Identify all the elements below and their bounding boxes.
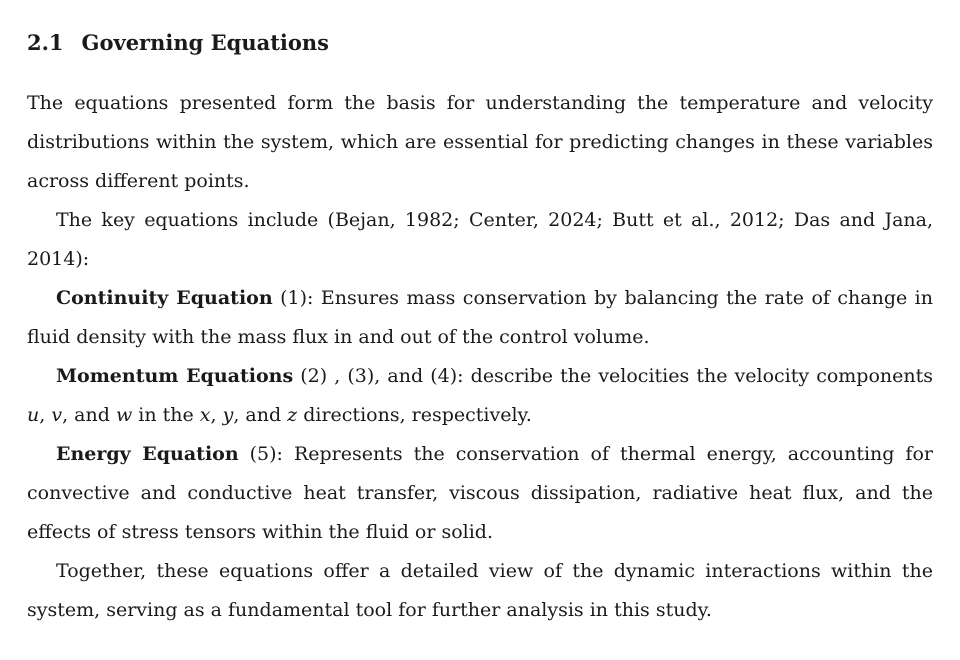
momentum-text-4: , and xyxy=(233,404,288,426)
section-heading xyxy=(27,28,933,58)
continuity-label: Continuity Equation xyxy=(56,287,273,309)
momentum-comma-2: , xyxy=(210,404,223,426)
momentum-text-5: directions, respectively. xyxy=(297,404,532,426)
intro-paragraph: The equations presented form the basis for understanding the temperature and velocity distributions within the system, which are essential for predicting changes in these variables across different points. xyxy=(27,92,933,192)
var-v: v xyxy=(51,404,63,426)
section-title: Governing Equations xyxy=(81,30,329,55)
section-number: 2.1 xyxy=(27,30,64,55)
momentum-comma-1: , xyxy=(39,404,52,426)
var-w: w xyxy=(115,404,133,426)
momentum-text-1: (2) , (3), and (4): describe the velocities the velocity components xyxy=(293,365,934,387)
var-u: u xyxy=(27,404,40,426)
continuity-text: (1): Ensures mass conservation by balancing the rate of change in fluid density with the mass flux in and out of the control volume. xyxy=(27,287,933,348)
energy-label: Energy Equation xyxy=(56,443,239,465)
energy-text: (5): Represents the conservation of thermal energy, accounting for convective and conductive heat transfer, viscous dissipation, radiative heat flux, and the effects of stress tensors within the fluid or solid. xyxy=(27,443,933,543)
conclusion-paragraph: Together, these equations offer a detailed view of the dynamic interactions within the system, serving as a fundamental tool for further analysis in this study. xyxy=(27,560,933,621)
momentum-text-2: , and xyxy=(62,404,116,426)
continuity-paragraph xyxy=(27,279,933,357)
momentum-text-3: in the xyxy=(132,404,200,426)
momentum-label: Momentum Equations xyxy=(56,365,294,387)
var-x: x xyxy=(199,404,211,426)
key-equations-paragraph: The key equations include (Bejan, 1982; Center, 2024; Butt et al., 2012; Das and Jana, 2014): xyxy=(27,209,933,270)
momentum-paragraph xyxy=(27,357,933,435)
var-z: z xyxy=(287,404,298,426)
var-y: y xyxy=(222,404,234,426)
energy-paragraph xyxy=(27,435,933,552)
